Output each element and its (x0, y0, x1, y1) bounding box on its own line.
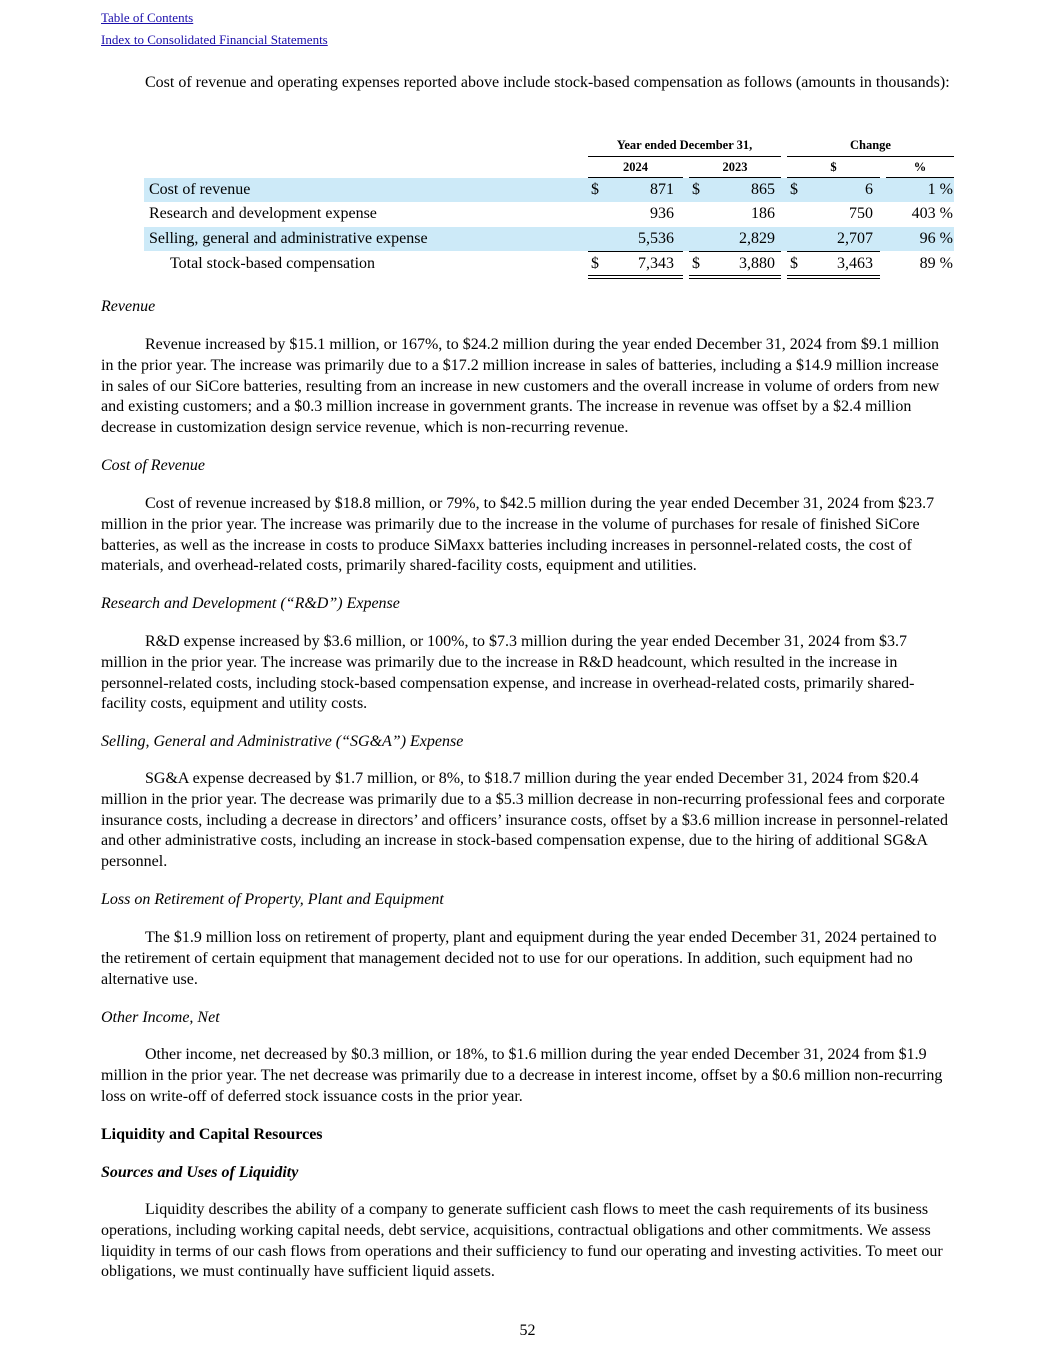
value-pct: 403 % (911, 205, 953, 222)
header-change-pct: % (913, 160, 927, 174)
loss-retirement-paragraph: The $1.9 million loss on retirement of property, plant and equipment during the year ended December 31, 2024 pertained to the retirement of certain equipment that management decided not to use for our operations. In addition, such equipment had no alternative use. (101, 929, 937, 988)
sga-paragraph: SG&A expense decreased by $1.7 million, or 8%, to $18.7 million during the year ended December 31, 2024 from $20.4 million in the prior year. The decrease was primarily due to a $5.3 million decrease in non-recurring professional fees and corporate insurance costs, including a decrease in directors’ and officers’ insurance costs, offset by a $3.6 million increase in personnel-related and other administrative costs, including an increase in stock-based compensation expense, due to the hiring of additional SG&A personnel. (101, 770, 948, 871)
dollar-sign: $ (692, 255, 700, 272)
table-of-contents-link[interactable]: Table of Contents (101, 10, 194, 25)
value-2024: 871 (650, 181, 674, 198)
value-change: 6 (865, 181, 873, 198)
header-year-ended: Year ended December 31, (616, 138, 753, 152)
value-change: 2,707 (837, 230, 873, 247)
stock-comp-table (144, 136, 954, 281)
value-pct: 89 % (919, 255, 953, 272)
value-change: 3,463 (837, 255, 873, 272)
liquidity-heading: Liquidity and Capital Resources (101, 1126, 323, 1143)
dollar-sign: $ (790, 181, 798, 198)
dollar-sign: $ (790, 255, 798, 272)
value-pct: 1 % (927, 181, 953, 198)
table-row (144, 202, 954, 226)
value-2023: 186 (751, 205, 775, 222)
revenue-paragraph: Revenue increased by $15.1 million, or 167%, to $24.2 million during the year ended December 31, 2024 from $9.1 million in the prior year. The increase was primarily due to a $17.2 million increase in sales of batteries, including a $14.9 million increase in sales of our SiCore batteries, resulting from an increase in new customers and the overall increase in volume of orders from new and existing customers; and a $0.3 million increase in government grants. The increase in revenue was offset by a $2.4 million decrease in customization design service revenue, which is non-recurring revenue. (101, 336, 940, 437)
table-row (144, 227, 954, 251)
row-label: Selling, general and administrative expense (149, 230, 428, 247)
other-income-paragraph: Other income, net decreased by $0.3 million, or 18%, to $1.6 million during the year ended December 31, 2024 from $1.9 million in the prior year. The net decrease was primarily due to a decrease in interest income, offset by a $0.6 million non-recurring loss on write-off of deferred stock issuance costs in the prior year. (101, 1046, 943, 1105)
intro-paragraph: Cost of revenue and operating expenses reported above include stock-based compensation as follows (amounts in thousands): (145, 74, 950, 91)
header-change-dollar: $ (830, 160, 837, 174)
rd-heading: Research and Development (“R&D”) Expense (101, 595, 400, 612)
value-2024: 7,343 (638, 255, 674, 272)
index-financial-statements-link[interactable]: Index to Consolidated Financial Statements (101, 32, 328, 47)
cost-of-revenue-paragraph: Cost of revenue increased by $18.8 million, or 79%, to $42.5 million during the year ended December 31, 2024 from $23.7 million in the prior year. The increase was primarily due to the increase in the volume of purchases for resale of finished SiCore batteries, as well as the increase in costs to produce SiMaxx batteries including increases in personnel-related costs, the cost of materials, and overhead-related costs, primarily shared-facility costs, equipment and utilities. (101, 495, 935, 575)
page-number: 52 (519, 1322, 536, 1339)
row-label: Research and development expense (149, 205, 377, 222)
header-2024: 2024 (623, 160, 648, 174)
row-label: Total stock-based compensation (170, 255, 376, 272)
revenue-heading: Revenue (101, 298, 156, 315)
value-pct: 96 % (919, 230, 953, 247)
loss-retirement-heading: Loss on Retirement of Property, Plant and Equipment (101, 891, 444, 908)
sources-uses-heading: Sources and Uses of Liquidity (101, 1164, 299, 1181)
sga-heading: Selling, General and Administrative (“SG&A”) Expense (101, 733, 464, 750)
table-row-total (144, 252, 954, 276)
value-2023: 865 (751, 181, 775, 198)
other-income-heading: Other Income, Net (101, 1009, 220, 1026)
header-change: Change (850, 138, 891, 152)
value-2023: 3,880 (739, 255, 775, 272)
cost-of-revenue-heading: Cost of Revenue (101, 457, 205, 474)
rd-paragraph: R&D expense increased by $3.6 million, or 100%, to $7.3 million during the year ended December 31, 2024 from $3.7 million in the prior year. The increase was primarily due to the increase in R&D headcount, which resulted in the increase in personnel-related costs, including stock-based compensation expense, and increase in overhead-related costs, primarily shared-facility costs, equipment and utility costs. (101, 633, 915, 713)
row-label: Cost of revenue (149, 181, 251, 198)
header-2023: 2023 (722, 160, 748, 174)
table-row (144, 178, 954, 202)
value-2024: 936 (650, 205, 674, 222)
dollar-sign: $ (692, 181, 700, 198)
dollar-sign: $ (591, 181, 599, 198)
dollar-sign: $ (591, 255, 599, 272)
liquidity-paragraph: Liquidity describes the ability of a company to generate sufficient cash flows to meet the cash requirements of its business operations, including working capital needs, debt service, acquisitions, contractual obligations and other commitments. We assess liquidity in terms of our cash flows from operations and their sufficiency to fund our operating and investing activities. To meet our obligations, we must continually have sufficient liquid assets. (101, 1201, 943, 1281)
value-change: 750 (849, 205, 873, 222)
value-2024: 5,536 (638, 230, 674, 247)
value-2023: 2,829 (739, 230, 775, 247)
